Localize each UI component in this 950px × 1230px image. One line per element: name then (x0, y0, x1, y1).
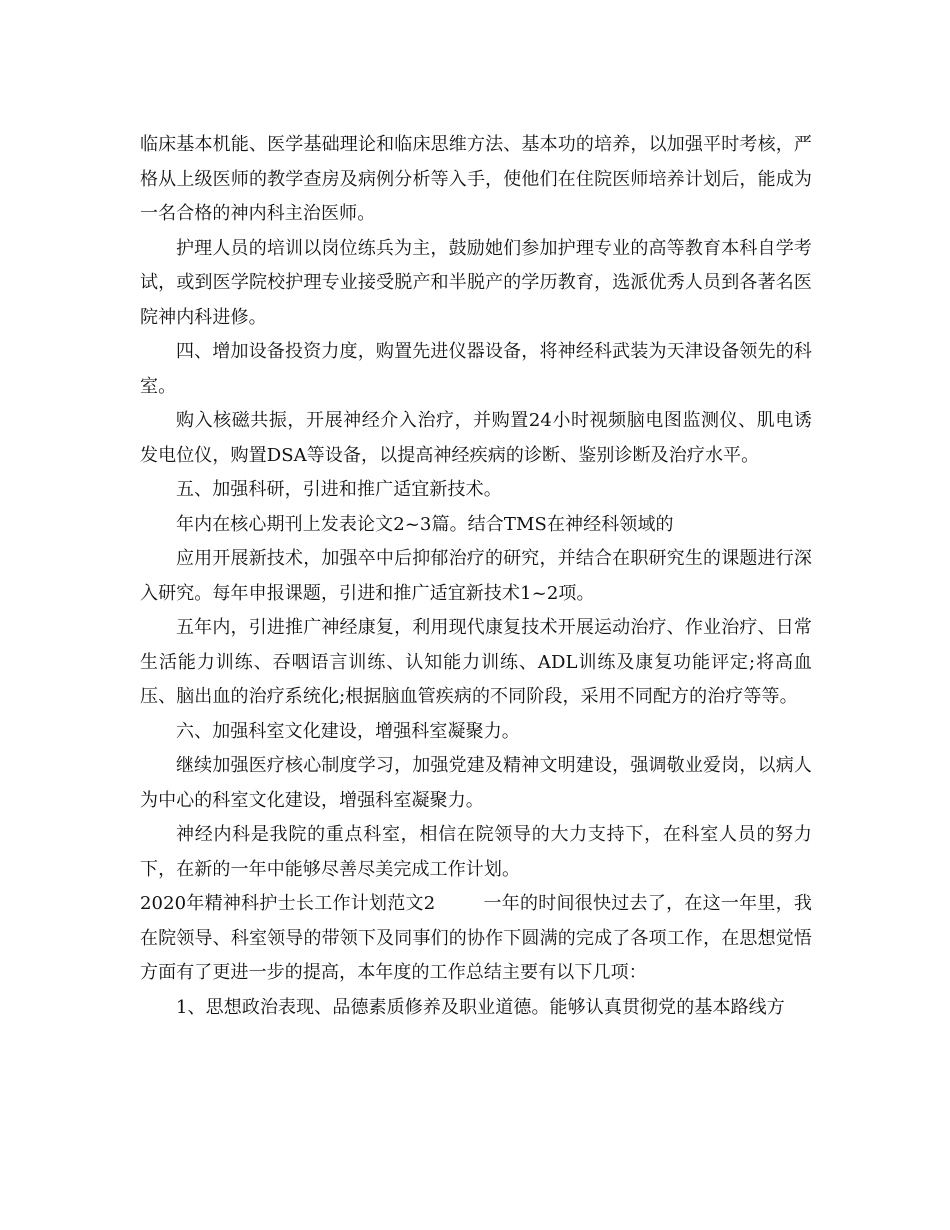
paragraph-8: 五年内，引进推广神经康复，利用现代康复技术开展运动治疗、作业治疗、日常生活能力训练、吞咽语言训练、认知能力训练、ADL训练及康复功能评定;将高血压、脑出血的治疗系统化;根据脑血管疾病的不同阶段，采用不同配方的治疗等等。 (140, 617, 812, 707)
paragraph-10: 继续加强医疗核心制度学习，加强党建及精神文明建设，强调敬业爱岗，以病人为中心的科室文化建设，增强科室凝聚力。 (140, 755, 812, 811)
paragraph-7: 应用开展新技术，加强卒中后抑郁治疗的研究，并结合在职研究生的课题进行深入研究。每年申报课题，引进和推广适宜新技术1~2项。 (140, 548, 812, 604)
paragraph-9: 六、加强科室文化建设，增强科室凝聚力。 (176, 720, 520, 742)
paragraph-1: 临床基本机能、医学基础理论和临床思维方法、基本功的培养，以加强平时考核，严格从上级医师的教学查房及病例分析等入手，使他们在住院医师培养计划后，能成为一名合格的神内科主治医师。 (140, 134, 812, 224)
paragraph-2: 护理人员的培训以岗位练兵为主，鼓励她们参加护理专业的高等教育本科自学考试，或到医学院校护理专业接受脱产和半脱产的学历教育，选派优秀人员到各著名医院神内科进修。 (140, 237, 812, 328)
paragraph-3: 四、增加设备投资力度，购置先进仪器设备，将神经科武装为天津设备领先的科室。 (140, 341, 812, 397)
paragraph-4: 购入核磁共振，开展神经介入治疗，并购置24小时视频脑电图监测仪、肌电诱发电位仪，购置DSA等设备，以提高神经疾病的诊断、鉴别诊断及治疗水平。 (140, 410, 812, 466)
paragraph-last: 1、思想政治表现、品德素质修养及职业道德。能够认真贯彻党的基本路线方 (176, 996, 785, 1018)
paragraph-5: 五、加强科研，引进和推广适宜新技术。 (176, 479, 502, 500)
paragraph-6: 年内在核心期刊上发表论文2~3篇。结合TMS在神经科领域的 (176, 513, 674, 535)
document-body (140, 128, 812, 1025)
paragraph-11: 神经内科是我院的重点科室，相信在院领导的大力支持下，在科室人员的努力下，在新的一年中能够尽善尽美完成工作计划。 (140, 824, 812, 880)
section-paragraph (140, 887, 812, 991)
section-heading: 2020年精神科护士长工作计划范文2 (140, 893, 436, 914)
section-intro: 一年的时间很快过去了，在这一年里，我在院领导、科室领导的带领下及同事们的协作下圆满的完成了各项工作，在思想觉悟方面有了更进一步的提高，本年度的工作总结主要有以下几项： (140, 893, 812, 983)
